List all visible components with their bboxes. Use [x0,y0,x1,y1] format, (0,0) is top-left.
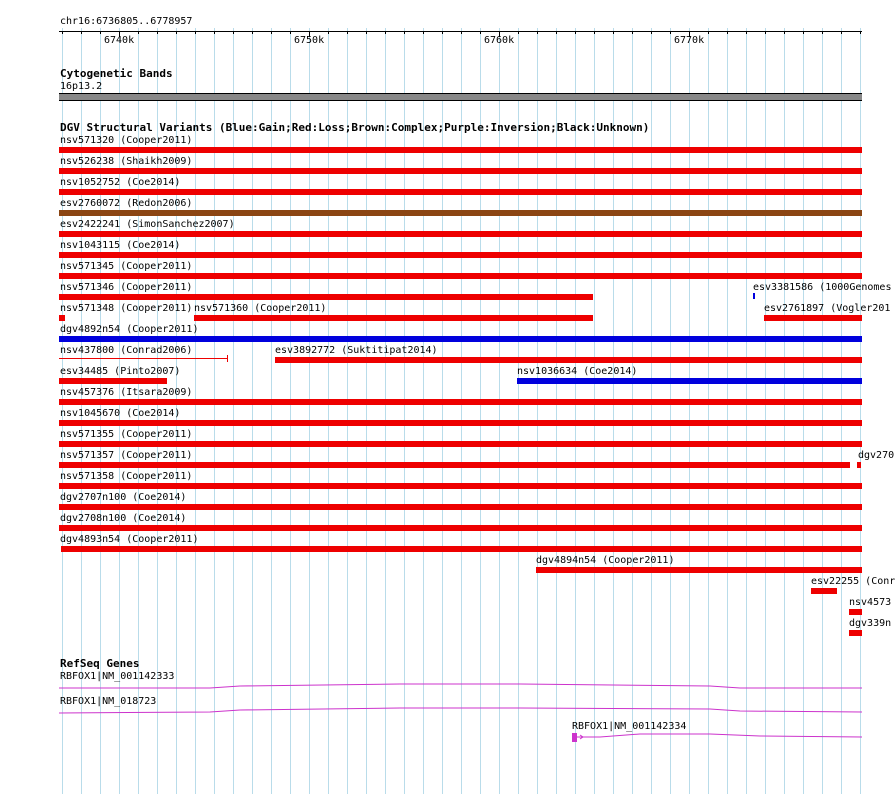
variant-bar-loss[interactable] [811,588,837,594]
variant-bar-loss[interactable] [536,567,862,573]
variant-bar-loss[interactable] [59,315,65,321]
ruler-minor-tick [385,31,386,34]
variant-label: nsv526238 (Shaikh2009) [60,156,193,167]
variant-label: esv34485 (Pinto2007) [60,366,181,377]
variant-bar-loss[interactable] [194,315,593,321]
ruler-minor-tick [765,31,766,34]
variant-label: esv2422241 (SimonSanchez2007) [60,219,235,230]
ruler-minor-tick [252,31,253,34]
variant-label: nsv571355 (Cooper2011) [60,429,193,440]
ruler-minor-tick [480,31,481,34]
ruler-tick-label: 6760k [484,35,515,46]
cytoband-label: 16p13.2 [60,81,103,92]
variant-label: nsv571357 (Cooper2011) [60,450,193,461]
variant-label: dgv2708n100 (Coe2014) [60,513,187,524]
ruler-minor-tick [860,31,861,34]
variant-bar-loss[interactable] [59,273,862,279]
ruler-minor-tick [670,31,671,34]
gene-label: RBFOX1|NM_001142333 [60,671,175,682]
variant-label: esv22255 (Conr [811,576,895,587]
variant-label: dgv339n [849,618,892,629]
ruler-minor-tick [176,31,177,34]
variant-bar-loss[interactable] [849,609,862,615]
ruler-minor-tick [81,31,82,34]
ruler-minor-tick [423,31,424,34]
variant-bar-loss[interactable] [59,231,862,237]
variant-bar-loss[interactable] [59,504,862,510]
ruler-minor-tick [347,31,348,34]
ruler-minor-tick [575,31,576,34]
gene-intron-line[interactable] [0,680,890,692]
gene-label: RBFOX1|NM_001142334 [572,721,687,732]
variant-label: dgv2707n100 (Coe2014) [60,492,187,503]
ruler-minor-tick [708,31,709,34]
variant-label: nsv1052752 (Coe2014) [60,177,181,188]
variant-label: esv2760072 (Redon2006) [60,198,193,209]
variant-label: esv3381586 (1000Genomes [753,282,892,293]
variant-bar-gain[interactable] [517,378,862,384]
variant-bar-loss[interactable] [849,630,862,636]
ruler-minor-tick [594,31,595,34]
ruler-minor-tick [651,31,652,34]
refseq-track-title: RefSeq Genes [60,657,140,670]
cytoband-track-title: Cytogenetic Bands [60,67,173,80]
ruler-minor-tick [803,31,804,34]
variant-label: nsv571320 (Cooper2011) [60,135,193,146]
ruler-minor-tick [537,31,538,34]
variant-label: nsv1043115 (Coe2014) [60,240,181,251]
ruler-minor-tick [632,31,633,34]
ruler-minor-tick [442,31,443,34]
variant-label: nsv571346 (Cooper2011) [60,282,193,293]
variant-label: nsv1045670 (Coe2014) [60,408,181,419]
variant-label: dgv4894n54 (Cooper2011) [536,555,675,566]
variant-end-cap [227,355,228,362]
variant-bar-gain[interactable] [59,336,862,342]
ruler-minor-tick [518,31,519,34]
ruler-minor-tick [556,31,557,34]
ruler-minor-tick [613,31,614,34]
variant-label: nsv571358 (Cooper2011) [60,471,193,482]
variant-thin-line-loss[interactable] [59,358,228,359]
variant-bar-loss[interactable] [59,378,167,384]
ruler-tick-label: 6740k [104,35,135,46]
ruler-minor-tick [290,31,291,34]
ruler-minor-tick [841,31,842,34]
variant-bar-loss[interactable] [275,357,862,363]
variant-label: nsv571360 (Cooper2011) [194,303,327,314]
variant-bar-loss[interactable] [59,462,850,468]
variant-label: nsv1036634 (Coe2014) [517,366,638,377]
variant-bar-loss[interactable] [59,483,862,489]
variant-label: nsv4573 [849,597,892,608]
variant-label: nsv571348 (Cooper2011) [60,303,193,314]
region-label: chr16:6736805..6778957 [60,16,193,27]
ruler-minor-tick [461,31,462,34]
ruler-minor-tick [233,31,234,34]
variant-bar-loss[interactable] [59,525,862,531]
variant-bar-loss[interactable] [857,462,861,468]
ruler-minor-tick [271,31,272,34]
variant-bar-gain[interactable] [753,293,755,299]
variant-bar-loss[interactable] [59,189,862,195]
ruler-minor-tick [195,31,196,34]
variant-label: esv3892772 (Suktitipat2014) [275,345,438,356]
variant-label: nsv457376 (Itsara2009) [60,387,193,398]
ruler-minor-tick [138,31,139,34]
ruler-minor-tick [62,31,63,34]
ruler-minor-tick [746,31,747,34]
variant-bar-loss[interactable] [59,252,862,258]
variant-bar-loss[interactable] [59,168,862,174]
ruler-tick-label: 6770k [674,35,705,46]
gene-intron-line[interactable] [0,704,890,716]
variant-bar-complex[interactable] [59,210,862,216]
variant-label: esv2761897 (Vogler201 [764,303,891,314]
variant-bar-loss[interactable] [59,147,862,153]
ruler-minor-tick [214,31,215,34]
ruler-minor-tick [727,31,728,34]
variant-bar-loss[interactable] [61,546,862,552]
ruler-minor-tick [366,31,367,34]
variant-label: nsv571345 (Cooper2011) [60,261,193,272]
gene-model[interactable] [0,730,890,744]
variant-bar-loss[interactable] [59,420,862,426]
dgv-track-title: DGV Structural Variants (Blue:Gain;Red:Loss;Brown:Complex;Purple:Inversion;Black:Unknown) [60,121,650,134]
ruler-minor-tick [100,31,101,34]
ruler-minor-tick [404,31,405,34]
ruler-minor-tick [784,31,785,34]
variant-label: dgv270 [858,450,895,461]
variant-bar-loss[interactable] [59,294,593,300]
variant-label: dgv4892n54 (Cooper2011) [60,324,199,335]
ruler-tick-label: 6750k [294,35,325,46]
variant-bar-loss[interactable] [59,399,862,405]
variant-label: dgv4893n54 (Cooper2011) [60,534,199,545]
variant-bar-loss[interactable] [59,441,862,447]
variant-label: nsv437800 (Conrad2006) [60,345,193,356]
gene-label: RBFOX1|NM_018723 [60,696,157,707]
ruler-minor-tick [328,31,329,34]
ruler-minor-tick [157,31,158,34]
cytoband-bar[interactable] [59,93,862,101]
ruler-minor-tick [822,31,823,34]
variant-bar-loss[interactable] [764,315,862,321]
